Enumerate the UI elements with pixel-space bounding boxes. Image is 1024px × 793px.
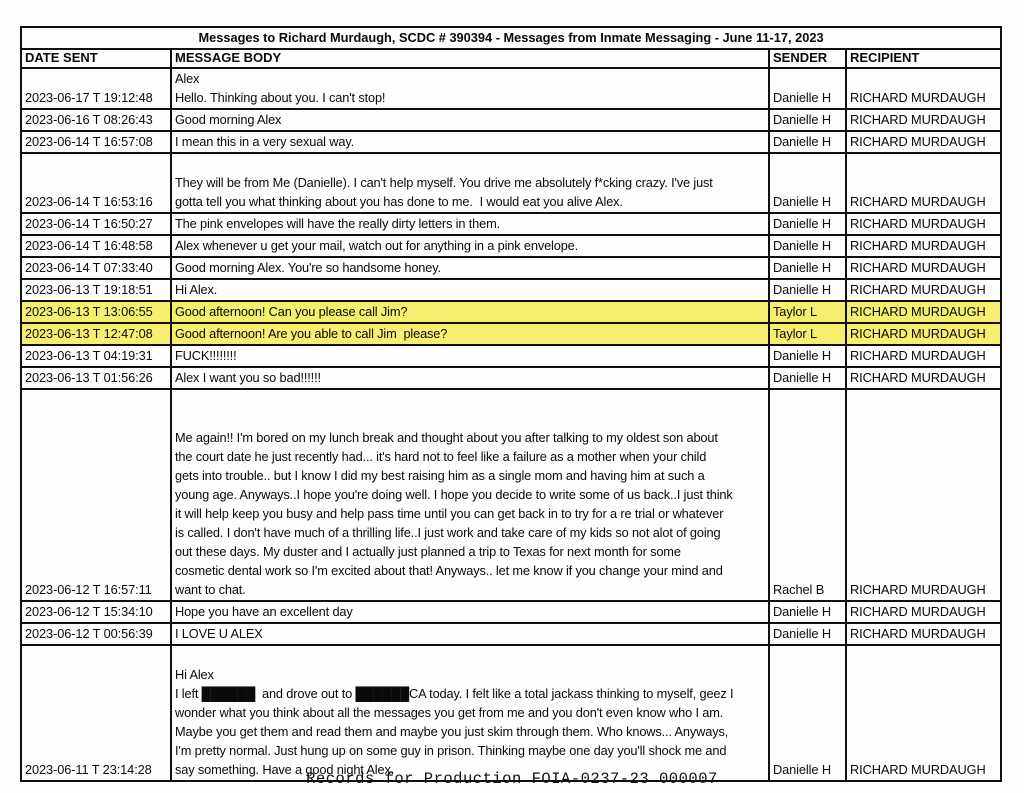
message-line: gets into trouble.. but I know I did my best raising him as a single mom and having him at such a	[175, 468, 705, 483]
message-line	[175, 646, 765, 665]
message-body-cell	[171, 131, 769, 153]
col-header-sender: SENDER	[769, 49, 846, 68]
messages-table	[20, 26, 1002, 782]
message-body-cell	[171, 109, 769, 131]
sender-cell: Danielle H	[769, 279, 846, 301]
recipient-cell: RICHARD MURDAUGH	[846, 389, 1001, 601]
message-body-cell	[171, 153, 769, 213]
message-line: Good afternoon! Can you please call Jim?	[175, 304, 408, 319]
message-row	[21, 323, 1001, 345]
message-line: They will be from Me (Danielle). I can't help myself. You drive me absolutely f*cking crazy. I've just	[175, 175, 713, 190]
title-row	[21, 27, 1001, 49]
date-cell: 2023-06-13 T 19:18:51	[21, 279, 171, 301]
message-body-cell	[171, 367, 769, 389]
recipient-cell: RICHARD MURDAUGH	[846, 68, 1001, 109]
message-body-cell	[171, 323, 769, 345]
recipient-cell: RICHARD MURDAUGH	[846, 235, 1001, 257]
sender-cell: Danielle H	[769, 235, 846, 257]
message-row	[21, 68, 1001, 109]
date-cell: 2023-06-13 T 12:47:08	[21, 323, 171, 345]
message-line: The pink envelopes will have the really dirty letters in them.	[175, 216, 501, 231]
message-body-cell	[171, 213, 769, 235]
message-body-cell	[171, 345, 769, 367]
message-line: Good morning Alex. You're so handsome honey.	[175, 260, 441, 275]
message-row	[21, 153, 1001, 213]
sender-cell: Danielle H	[769, 257, 846, 279]
date-cell: 2023-06-17 T 19:12:48	[21, 68, 171, 109]
recipient-cell: RICHARD MURDAUGH	[846, 601, 1001, 623]
recipient-cell: RICHARD MURDAUGH	[846, 645, 1001, 781]
message-line: I LOVE U ALEX	[175, 626, 263, 641]
date-cell: 2023-06-11 T 23:14:28	[21, 645, 171, 781]
message-line: Alex	[175, 71, 200, 86]
message-line: cosmetic dental work so I'm excited about that! Anyways.. let me know if you change your mind and	[175, 563, 723, 578]
message-line: young age. Anyways..I hope you're doing well. I hope you decide to write some of us back..I just think	[175, 487, 733, 502]
message-body-cell	[171, 623, 769, 645]
col-header-message-body: MESSAGE BODY	[171, 49, 769, 68]
sender-cell: Danielle H	[769, 109, 846, 131]
message-row	[21, 601, 1001, 623]
message-line: it will help keep you busy and help pass time until you can get back in to try for a re trial or whatever	[175, 506, 724, 521]
message-line: FUCK!!!!!!!!	[175, 348, 237, 363]
message-line: Maybe you get them and read them and maybe you just skim through them. Who knows... Anyways,	[175, 724, 729, 739]
message-line: wonder what you think about all the messages you get from me and you don't even know who I am.	[175, 705, 724, 720]
message-line: Hi Alex.	[175, 282, 218, 297]
sender-cell: Danielle H	[769, 153, 846, 213]
sender-cell: Rachel B	[769, 389, 846, 601]
sender-cell: Danielle H	[769, 623, 846, 645]
recipient-cell: RICHARD MURDAUGH	[846, 367, 1001, 389]
message-line: Good morning Alex	[175, 112, 282, 127]
recipient-cell: RICHARD MURDAUGH	[846, 345, 1001, 367]
message-row	[21, 301, 1001, 323]
footer-text: Records for Production FOIA-0237-23 000007	[306, 770, 718, 788]
message-body-cell	[171, 279, 769, 301]
message-line: gotta tell you what thinking about you has done to me. I would eat you alive Alex.	[175, 194, 623, 209]
sender-cell: Danielle H	[769, 131, 846, 153]
recipient-cell: RICHARD MURDAUGH	[846, 131, 1001, 153]
recipient-cell: RICHARD MURDAUGH	[846, 301, 1001, 323]
message-line: want to chat.	[175, 582, 246, 597]
message-line	[175, 154, 765, 173]
message-line: the court date he just recently had... it's hard not to feel like a failure as a mother when your child	[175, 449, 707, 464]
message-line: Hope you have an excellent day	[175, 604, 353, 619]
message-row	[21, 235, 1001, 257]
message-row	[21, 367, 1001, 389]
message-line: Alex whenever u get your mail, watch out for anything in a pink envelope.	[175, 238, 579, 253]
date-cell: 2023-06-14 T 16:50:27	[21, 213, 171, 235]
sender-cell: Danielle H	[769, 213, 846, 235]
message-line	[175, 390, 765, 409]
message-line: say something. Have a good night Alex.	[175, 762, 395, 777]
sender-cell: Danielle H	[769, 68, 846, 109]
date-cell: 2023-06-14 T 16:57:08	[21, 131, 171, 153]
message-line	[175, 409, 765, 428]
recipient-cell: RICHARD MURDAUGH	[846, 623, 1001, 645]
message-line: Hello. Thinking about you. I can't stop!	[175, 90, 386, 105]
message-line: I mean this in a very sexual way.	[175, 134, 355, 149]
date-cell: 2023-06-16 T 08:26:43	[21, 109, 171, 131]
message-body-cell	[171, 601, 769, 623]
message-row	[21, 389, 1001, 601]
sender-cell: Danielle H	[769, 645, 846, 781]
recipient-cell: RICHARD MURDAUGH	[846, 153, 1001, 213]
message-table-body	[21, 68, 1001, 781]
header-row	[21, 49, 1001, 68]
message-body-cell	[171, 68, 769, 109]
message-row	[21, 109, 1001, 131]
date-cell: 2023-06-12 T 00:56:39	[21, 623, 171, 645]
recipient-cell: RICHARD MURDAUGH	[846, 323, 1001, 345]
date-cell: 2023-06-14 T 07:33:40	[21, 257, 171, 279]
message-line: Alex I want you so bad!!!!!!	[175, 370, 321, 385]
sender-cell: Taylor L	[769, 301, 846, 323]
message-line: I'm pretty normal. Just hung up on some guy in prison. Thinking maybe one day you'll shock me and	[175, 743, 727, 758]
sender-cell: Taylor L	[769, 323, 846, 345]
date-cell: 2023-06-14 T 16:48:58	[21, 235, 171, 257]
message-body-cell	[171, 257, 769, 279]
recipient-cell: RICHARD MURDAUGH	[846, 279, 1001, 301]
message-row	[21, 345, 1001, 367]
message-row	[21, 257, 1001, 279]
recipient-cell: RICHARD MURDAUGH	[846, 257, 1001, 279]
message-line: Good afternoon! Are you able to call Jim please?	[175, 326, 448, 341]
sender-cell: Danielle H	[769, 345, 846, 367]
message-line: is called. I don't have much of a thrilling life..I just work and take care of my kids so not alot of going	[175, 525, 721, 540]
message-line: Hi Alex	[175, 667, 214, 682]
message-body-cell	[171, 235, 769, 257]
sender-cell: Danielle H	[769, 367, 846, 389]
col-header-date-sent: DATE SENT	[21, 49, 171, 68]
message-row	[21, 623, 1001, 645]
date-cell: 2023-06-13 T 13:06:55	[21, 301, 171, 323]
message-line: out these days. My duster and I actually just planned a trip to Texas for next month for some	[175, 544, 681, 559]
recipient-cell: RICHARD MURDAUGH	[846, 109, 1001, 131]
date-cell: 2023-06-13 T 04:19:31	[21, 345, 171, 367]
date-cell: 2023-06-14 T 16:53:16	[21, 153, 171, 213]
message-line: Me again!! I'm bored on my lunch break and thought about you after talking to my oldest son about	[175, 430, 718, 445]
sender-cell: Danielle H	[769, 601, 846, 623]
document-title: Messages to Richard Murdaugh, SCDC # 390394 - Messages from Inmate Messaging - June 11-17, 2023	[21, 27, 1001, 49]
date-cell: 2023-06-12 T 15:34:10	[21, 601, 171, 623]
message-body-cell	[171, 389, 769, 601]
message-body-cell	[171, 301, 769, 323]
message-line: I left ██████ and drove out to ██████CA today. I felt like a total jackass thinking to myself, geez I	[175, 686, 734, 701]
message-row	[21, 213, 1001, 235]
col-header-recipient: RECIPIENT	[846, 49, 1001, 68]
message-row	[21, 645, 1001, 781]
date-cell: 2023-06-13 T 01:56:26	[21, 367, 171, 389]
message-body-cell	[171, 645, 769, 781]
recipient-cell: RICHARD MURDAUGH	[846, 213, 1001, 235]
message-row	[21, 131, 1001, 153]
message-row	[21, 279, 1001, 301]
date-cell: 2023-06-12 T 16:57:11	[21, 389, 171, 601]
